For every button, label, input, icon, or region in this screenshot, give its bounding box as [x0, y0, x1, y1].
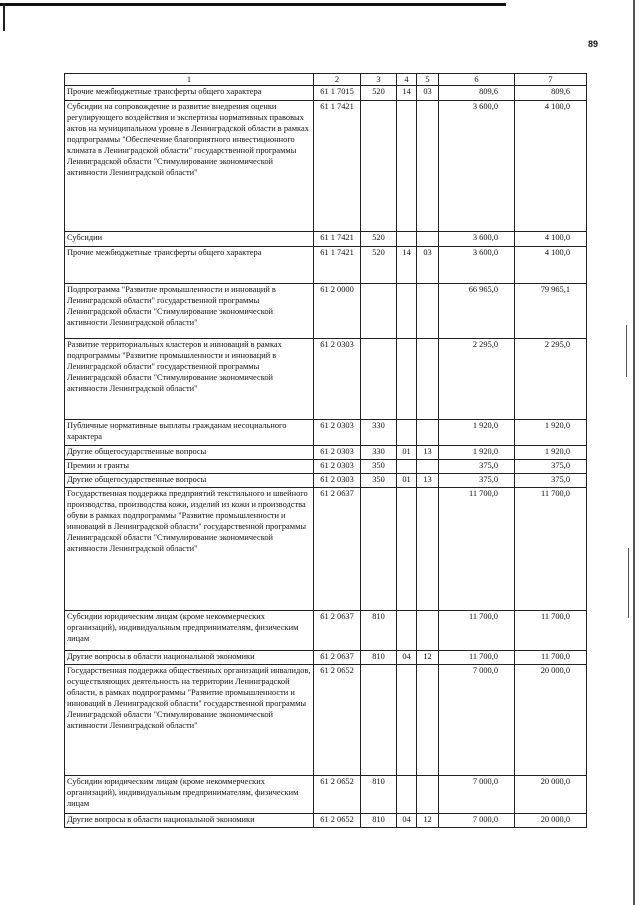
- td-value-1: 7 000,0: [439, 814, 515, 828]
- header-cell: 1: [65, 74, 314, 86]
- td-name: Другие общегосударственные вопросы: [65, 474, 314, 488]
- td-code: 61 2 0637: [314, 488, 361, 611]
- header-cell: 6: [439, 74, 515, 86]
- td-value-2: 4 100,0: [515, 232, 587, 247]
- td-type: 330: [361, 446, 397, 460]
- td-value-2: 4 100,0: [515, 247, 587, 284]
- td-value-2: 79 965,1: [515, 284, 587, 339]
- scan-left-edge: [3, 3, 5, 31]
- td-value-2: 375,0: [515, 460, 587, 474]
- table-row: [65, 665, 587, 776]
- td-value-2: 11 700,0: [515, 611, 587, 651]
- td-value-1: 375,0: [439, 474, 515, 488]
- header-cell: 2: [314, 74, 361, 86]
- table-row: [65, 488, 587, 611]
- td-value-1: 375,0: [439, 460, 515, 474]
- table-row: [65, 101, 587, 232]
- td-name: Публичные нормативные выплаты гражданам несоциального характера: [65, 420, 314, 446]
- td-section: [397, 488, 417, 611]
- td-subsection: [417, 488, 439, 611]
- td-type: 520: [361, 232, 397, 247]
- td-code: 61 2 0303: [314, 446, 361, 460]
- td-type: 810: [361, 611, 397, 651]
- td-value-2: 11 700,0: [515, 651, 587, 665]
- td-code: 61 1 7421: [314, 247, 361, 284]
- td-name: Другие вопросы в области национальной экономики: [65, 651, 314, 665]
- td-subsection: 12: [417, 814, 439, 828]
- header-cell: 4: [397, 74, 417, 86]
- td-type: 810: [361, 776, 397, 814]
- table-row: [65, 232, 587, 247]
- page-number: 89: [588, 39, 599, 49]
- td-section: 14: [397, 247, 417, 284]
- td-name: Субсидии юридическим лицам (кроме некоммерческих организаций), индивидуальным предпринимателям, физическим лицам: [65, 611, 314, 651]
- td-subsection: 13: [417, 446, 439, 460]
- td-value-2: 2 295,0: [515, 339, 587, 420]
- td-value-2: 375,0: [515, 474, 587, 488]
- td-section: [397, 420, 417, 446]
- budget-table: [64, 73, 587, 828]
- td-subsection: [417, 339, 439, 420]
- scan-right-edge: [633, 0, 635, 905]
- td-code: 61 2 0652: [314, 776, 361, 814]
- td-value-1: 1 920,0: [439, 446, 515, 460]
- td-section: [397, 776, 417, 814]
- td-code: 61 1 7421: [314, 232, 361, 247]
- td-section: [397, 665, 417, 776]
- td-subsection: 03: [417, 86, 439, 101]
- td-name: Прочие межбюджетные трансферты общего характера: [65, 86, 314, 101]
- table-row: [65, 284, 587, 339]
- header-cell: 7: [515, 74, 587, 86]
- td-value-1: 11 700,0: [439, 611, 515, 651]
- td-type: [361, 665, 397, 776]
- td-value-1: 7 000,0: [439, 776, 515, 814]
- td-value-1: 66 965,0: [439, 284, 515, 339]
- table-row: [65, 776, 587, 814]
- td-type: [361, 339, 397, 420]
- table-row: [65, 420, 587, 446]
- td-code: 61 2 0303: [314, 460, 361, 474]
- td-section: [397, 460, 417, 474]
- td-type: [361, 488, 397, 611]
- td-code: 61 1 7015: [314, 86, 361, 101]
- td-name: Другие вопросы в области национальной экономики: [65, 814, 314, 828]
- table-row: [65, 86, 587, 101]
- td-code: 61 2 0000: [314, 284, 361, 339]
- td-name: Государственная поддержка общественных организаций инвалидов, осуществляющих деятельность на территории Ленинградской области, в рамках подпрограммы "Развитие промышленности и инноваций в Ленинградской области" государственной программы Ленинградской области "Стимулирование экономической активности Ленинградской области": [65, 665, 314, 776]
- td-name: Субсидии на сопровождение и развитие внедрения оценки регулирующего воздействия и экспертизы нормативных правовых актов на муниципальном уровне в Ленинградской области в рамках подпрограммы "Обеспечение благоприятного инвестиционного климата в Ленинградской области" государственной программы Ленинградской области "Стимулирование экономической активности Ленинградской области": [65, 101, 314, 232]
- td-value-2: 20 000,0: [515, 776, 587, 814]
- td-code: 61 2 0303: [314, 420, 361, 446]
- td-value-1: 1 920,0: [439, 420, 515, 446]
- td-name: Подпрограмма "Развитие промышленности и инноваций в Ленинградской области" государственной программы Ленинградской области "Стимулирование экономической активности Ленинградской области": [65, 284, 314, 339]
- td-section: 14: [397, 86, 417, 101]
- td-subsection: [417, 420, 439, 446]
- td-section: [397, 232, 417, 247]
- table-row: [65, 611, 587, 651]
- td-value-2: 1 920,0: [515, 420, 587, 446]
- table-row: [65, 814, 587, 828]
- td-value-2: 809,6: [515, 86, 587, 101]
- table-row: [65, 651, 587, 665]
- td-code: 61 2 0637: [314, 651, 361, 665]
- td-code: 61 1 7421: [314, 101, 361, 232]
- td-value-1: 11 700,0: [439, 651, 515, 665]
- td-type: 330: [361, 420, 397, 446]
- td-code: 61 2 0637: [314, 611, 361, 651]
- td-type: 810: [361, 651, 397, 665]
- td-type: 520: [361, 247, 397, 284]
- td-subsection: 12: [417, 651, 439, 665]
- td-subsection: [417, 776, 439, 814]
- td-subsection: [417, 101, 439, 232]
- table-row: [65, 247, 587, 284]
- scan-mark: [628, 548, 629, 618]
- td-value-1: 2 295,0: [439, 339, 515, 420]
- td-subsection: [417, 284, 439, 339]
- td-name: Другие общегосударственные вопросы: [65, 446, 314, 460]
- td-type: [361, 284, 397, 339]
- td-value-1: 809,6: [439, 86, 515, 101]
- td-section: [397, 101, 417, 232]
- header-row: [65, 74, 587, 86]
- td-subsection: [417, 232, 439, 247]
- td-value-1: 3 600,0: [439, 232, 515, 247]
- td-value-2: 11 700,0: [515, 488, 587, 611]
- td-code: 61 2 0652: [314, 665, 361, 776]
- td-subsection: [417, 611, 439, 651]
- td-name: Премии и гранты: [65, 460, 314, 474]
- td-name: Прочие межбюджетные трансферты общего характера: [65, 247, 314, 284]
- td-section: 04: [397, 814, 417, 828]
- table-row: [65, 474, 587, 488]
- td-name: Субсидии: [65, 232, 314, 247]
- td-section: [397, 284, 417, 339]
- td-value-1: 3 600,0: [439, 247, 515, 284]
- td-type: 350: [361, 460, 397, 474]
- td-section: 01: [397, 474, 417, 488]
- td-value-2: 4 100,0: [515, 101, 587, 232]
- td-code: 61 2 0652: [314, 814, 361, 828]
- td-section: [397, 339, 417, 420]
- td-value-1: 7 000,0: [439, 665, 515, 776]
- td-code: 61 2 0303: [314, 474, 361, 488]
- td-section: [397, 611, 417, 651]
- td-subsection: [417, 665, 439, 776]
- td-name: Государственная поддержка предприятий текстильного и швейного производства, производства кожи, изделий из кожи и производства обуви в рамках подпрограммы "Развитие промышленности и инноваций в Ленинградской области" государственной программы Ленинградской области "Стимулирование экономической активности Ленинградской области": [65, 488, 314, 611]
- td-type: 810: [361, 814, 397, 828]
- td-value-2: 20 000,0: [515, 665, 587, 776]
- td-value-2: 1 920,0: [515, 446, 587, 460]
- table-row: [65, 446, 587, 460]
- td-value-2: 20 000,0: [515, 814, 587, 828]
- td-value-1: 11 700,0: [439, 488, 515, 611]
- td-value-1: 3 600,0: [439, 101, 515, 232]
- scan-top-edge: [0, 3, 506, 6]
- td-type: [361, 101, 397, 232]
- td-type: 350: [361, 474, 397, 488]
- td-name: Субсидии юридическим лицам (кроме некоммерческих организаций), индивидуальным предпринимателям, физическим лицам: [65, 776, 314, 814]
- td-subsection: [417, 460, 439, 474]
- td-subsection: 13: [417, 474, 439, 488]
- header-cell: 5: [417, 74, 439, 86]
- td-section: 01: [397, 446, 417, 460]
- td-code: 61 2 0303: [314, 339, 361, 420]
- td-name: Развитие территориальных кластеров и инноваций в рамках подпрограммы "Развитие промышленности и инноваций в Ленинградской области" государственной программы Ленинградской области "Стимулирование экономической активности Ленинградской области": [65, 339, 314, 420]
- table-row: [65, 460, 587, 474]
- scan-mark: [626, 325, 627, 377]
- header-cell: 3: [361, 74, 397, 86]
- table-row: [65, 339, 587, 420]
- td-section: 04: [397, 651, 417, 665]
- td-type: 520: [361, 86, 397, 101]
- td-subsection: 03: [417, 247, 439, 284]
